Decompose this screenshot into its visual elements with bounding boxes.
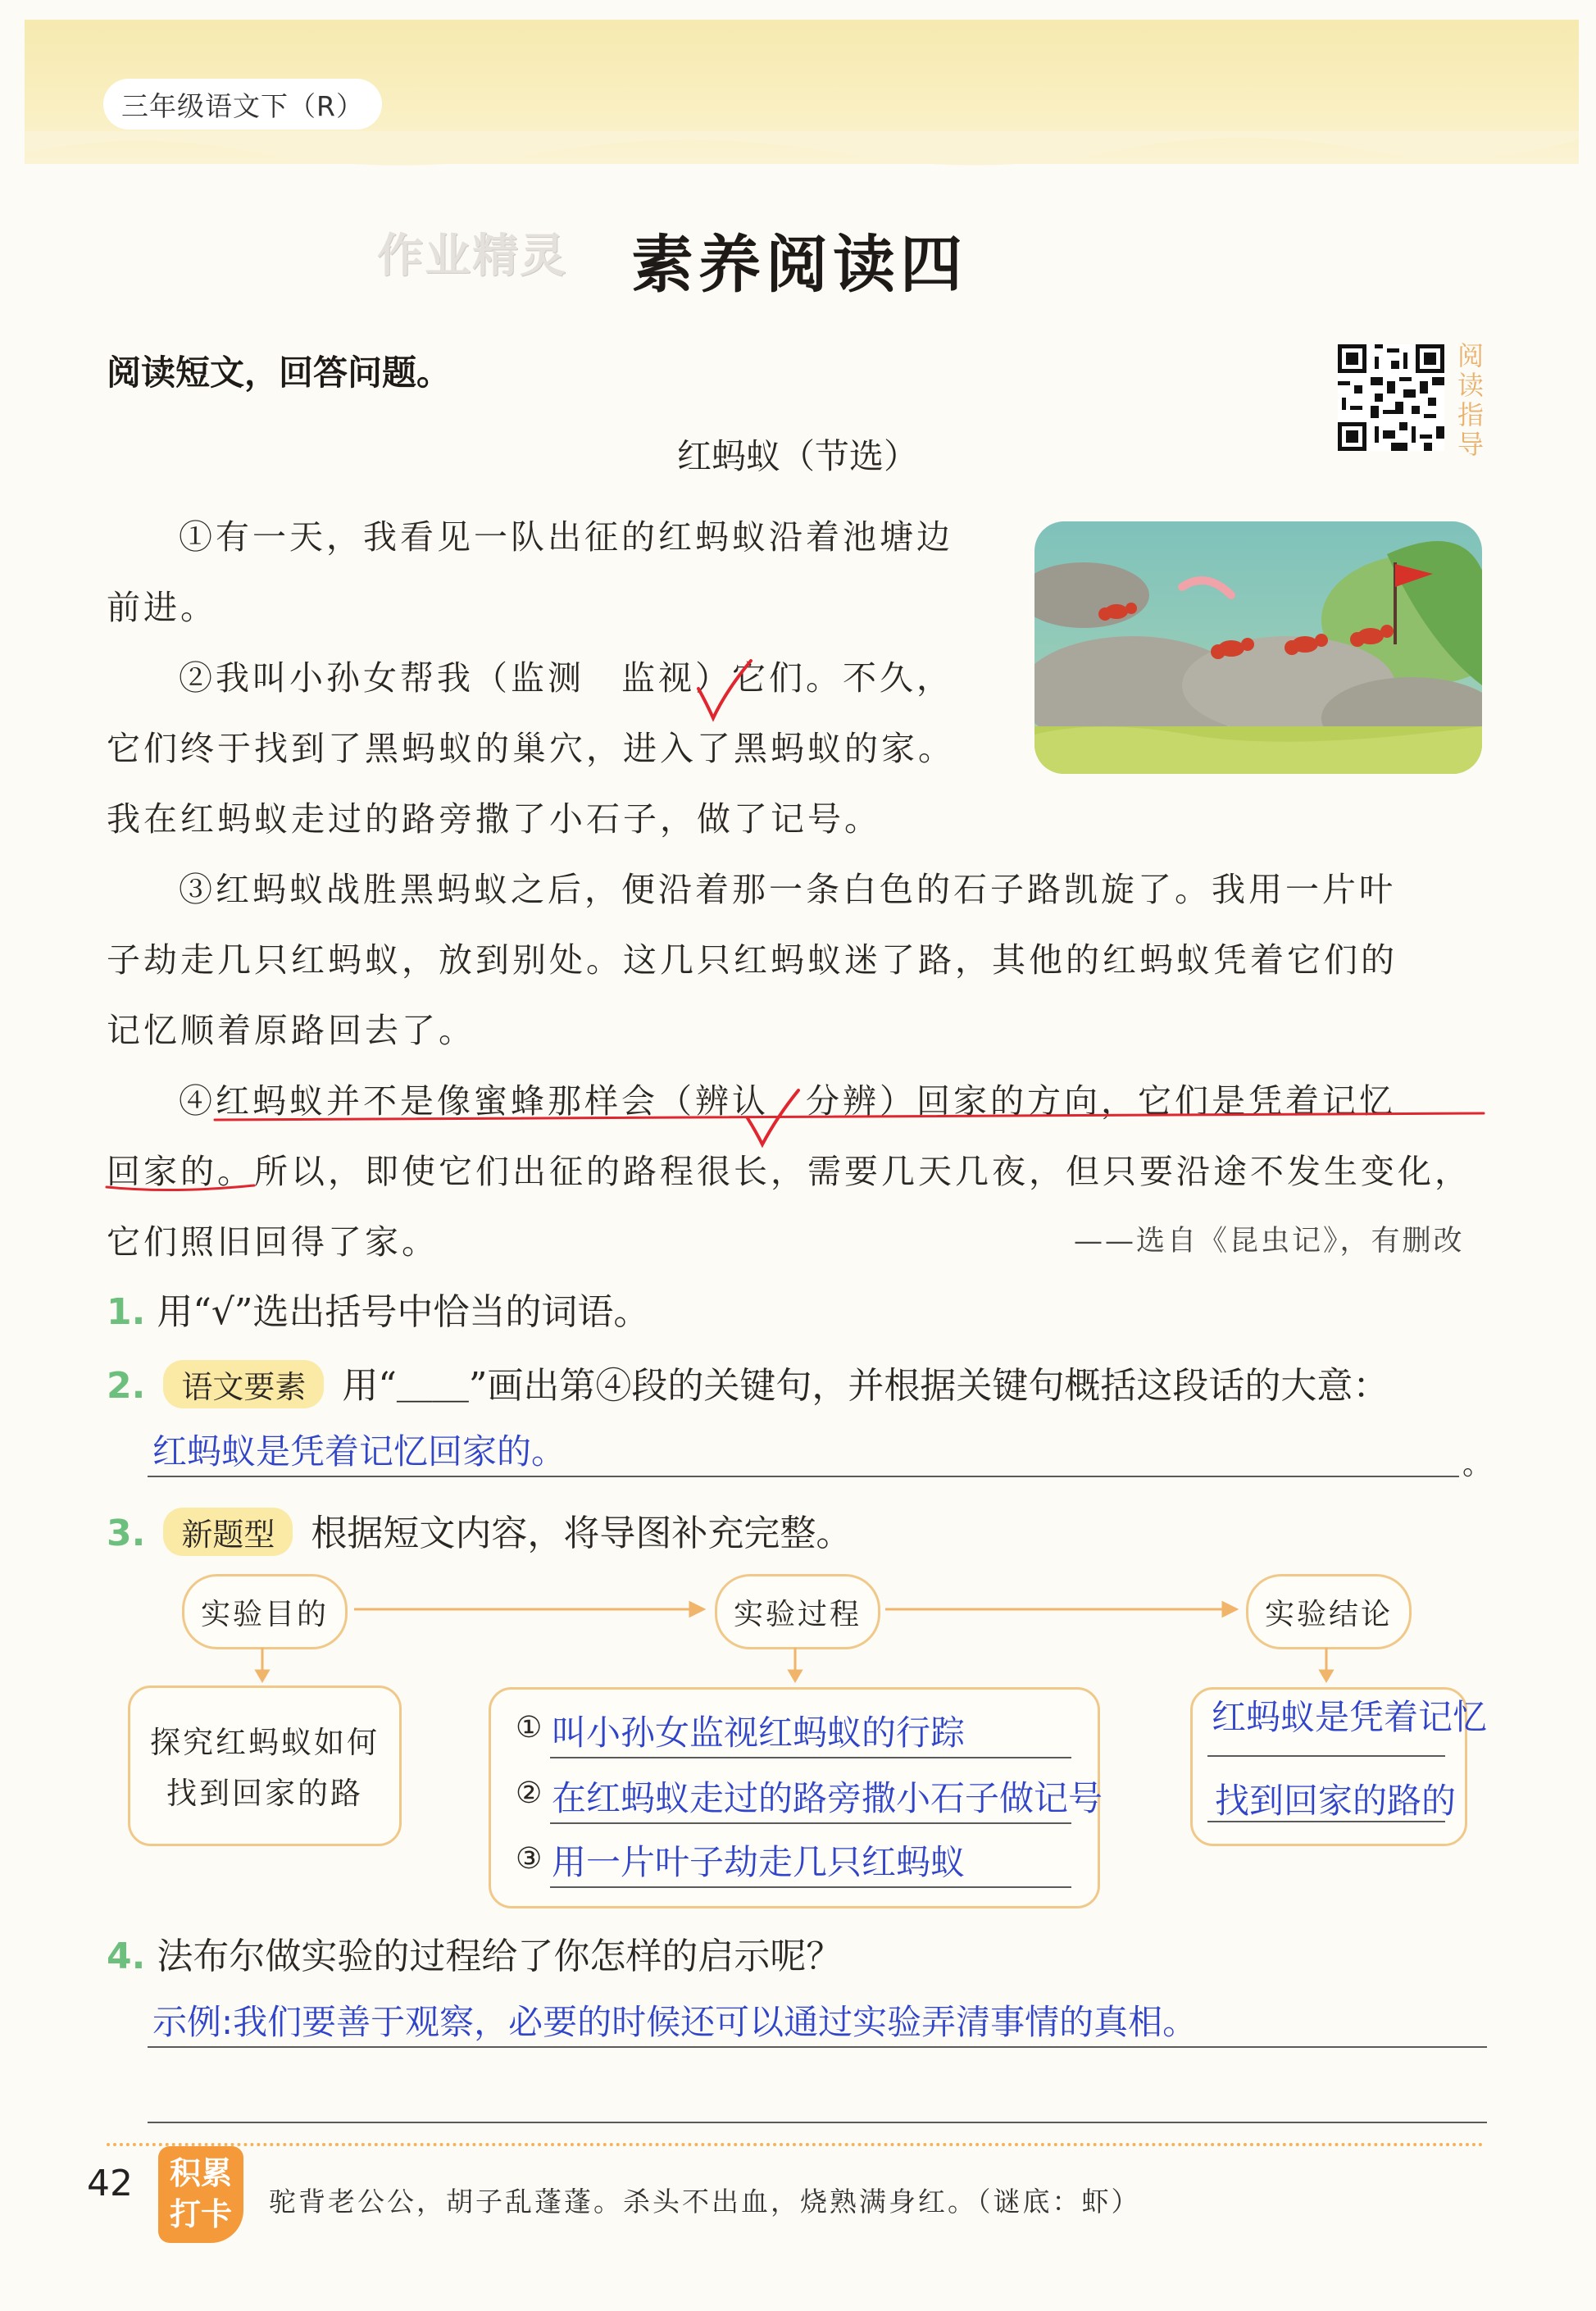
- question-2: [107, 1356, 1389, 1408]
- purpose-box: [128, 1685, 402, 1846]
- red-ants-illustration: [1034, 521, 1482, 774]
- story-title: 红蚂蚁（节选）: [677, 436, 919, 476]
- passage-line: 它们照旧回得了家。: [107, 1222, 439, 1262]
- source-citation: ——选自《昆虫记》，有删改: [1074, 1225, 1465, 1258]
- step-marker: ②: [516, 1776, 543, 1810]
- answer-line: [550, 1757, 1071, 1758]
- answer-line: [148, 2046, 1487, 2048]
- reading-instruction: 阅读短文，回答问题。: [107, 353, 452, 393]
- passage-line: ④红蚂蚁并不是像蜜蜂那样会（辨认 分辨）回家的方向，它们是凭着记忆: [179, 1081, 1396, 1121]
- purpose-line: 找到回家的路: [166, 1776, 363, 1811]
- purpose-line: 探究红蚂蚁如何: [150, 1725, 380, 1760]
- element-tag: 语文要素: [163, 1360, 324, 1408]
- badge-line: 积累: [169, 2155, 232, 2191]
- step-answer[interactable]: 叫小孙女监视红蚂蚁的行踪: [552, 1713, 966, 1753]
- diagram-arrows: [0, 1558, 1596, 1705]
- conclusion-answer[interactable]: 红蚂蚁是凭着记忆: [1212, 1697, 1488, 1737]
- step-marker: ①: [516, 1711, 543, 1745]
- question-number: 1.: [107, 1291, 146, 1333]
- daily-badge: [158, 2146, 243, 2243]
- node-conclusion: 实验结论: [1246, 1574, 1412, 1649]
- guide-char: 读: [1457, 370, 1484, 401]
- footer-divider: [107, 2143, 1484, 2146]
- arrow-right-head: [1223, 1603, 1236, 1616]
- process-box: [489, 1687, 1103, 1908]
- passage-line: ①有一天，我看见一队出征的红蚂蚁沿着池塘边: [179, 517, 953, 557]
- answer-line: [1207, 1755, 1445, 1757]
- new-type-tag: 新题型: [163, 1508, 293, 1556]
- passage-line: 记忆顺着原路回去了。: [107, 1011, 475, 1050]
- passage-line: 前进。: [107, 588, 217, 627]
- page-title: 素养阅读四: [631, 228, 967, 301]
- guide-char: 指: [1457, 399, 1484, 430]
- conclusion-answer[interactable]: 找到回家的路的: [1215, 1781, 1457, 1821]
- question-text: 用“＿＿”画出第④段的关键句，并根据关键句概括这段话的大意：: [342, 1365, 1389, 1407]
- header-wave: [25, 131, 1579, 180]
- qr-code-icon[interactable]: [1338, 344, 1444, 451]
- arrow-down-head: [257, 1671, 268, 1681]
- riddle-text: 驼背老公公，胡子乱蓬蓬。杀头不出血，烧熟满身红。（谜底：虾）: [269, 2186, 1141, 2218]
- passage-line: 我在红蚂蚁走过的路旁撒了小石子，做了记号。: [107, 799, 881, 839]
- question-text: 法布尔做实验的过程给了你怎样的启示呢？: [157, 1936, 843, 1977]
- question-3: [107, 1504, 852, 1556]
- answer-line: [148, 2122, 1487, 2123]
- sentence-end: 。: [1462, 1448, 1493, 1481]
- page-number: 42: [87, 2163, 133, 2204]
- guide-char: 阅: [1457, 340, 1484, 371]
- grade-label: 三年级语文下（R）: [103, 79, 382, 130]
- arrow-down-head: [789, 1671, 801, 1681]
- node-process: 实验过程: [715, 1574, 880, 1649]
- step-answer[interactable]: 在红蚂蚁走过的路旁撒小石子做记号: [552, 1778, 1103, 1818]
- node-purpose: 实验目的: [182, 1574, 348, 1649]
- question-1: [107, 1282, 649, 1335]
- question-4: [107, 1927, 842, 1979]
- step-marker: ③: [516, 1842, 543, 1876]
- badge-line: 打卡: [169, 2196, 232, 2232]
- answer-line: [550, 1886, 1071, 1888]
- arrow-down-head: [1321, 1671, 1332, 1681]
- answer-text[interactable]: 示例:我们要善于观察，必要的时候还可以通过实验弄清事情的真相。: [152, 2002, 1198, 2042]
- answer-line: [550, 1822, 1071, 1824]
- step-answer[interactable]: 用一片叶子劫走几只红蚂蚁: [552, 1842, 966, 1882]
- guide-char: 导: [1457, 429, 1484, 460]
- question-text: 用“√”选出括号中恰当的词语。: [157, 1291, 650, 1333]
- watermark: 作业精灵: [377, 230, 567, 283]
- question-number: 2.: [107, 1365, 146, 1407]
- passage-line: 子劫走几只红蚂蚁，放到别处。这几只红蚂蚁迷了路，其他的红蚂蚁凭着它们的: [107, 940, 1398, 980]
- passage-line: 回家的。所以，即使它们出征的路程很长，需要几天几夜，但只要沿途不发生变化，: [107, 1152, 1471, 1191]
- passage-line: ②我叫小孙女帮我（监测 监视）它们。不久，: [179, 658, 953, 698]
- question-number: 3.: [107, 1513, 146, 1554]
- passage-line: ③红蚂蚁战胜黑蚂蚁之后，便沿着那一条白色的石子路凯旋了。我用一片叶: [179, 870, 1396, 909]
- answer-text[interactable]: 红蚂蚁是凭着记忆回家的。: [152, 1431, 566, 1472]
- reading-guide-label: [1454, 341, 1487, 459]
- arrow-right-head: [690, 1603, 703, 1616]
- question-number: 4.: [107, 1936, 146, 1977]
- question-text: 根据短文内容，将导图补充完整。: [311, 1513, 853, 1554]
- answer-line: [148, 1476, 1459, 1477]
- passage-line: 它们终于找到了黑蚂蚁的巢穴，进入了黑蚂蚁的家。: [107, 729, 955, 768]
